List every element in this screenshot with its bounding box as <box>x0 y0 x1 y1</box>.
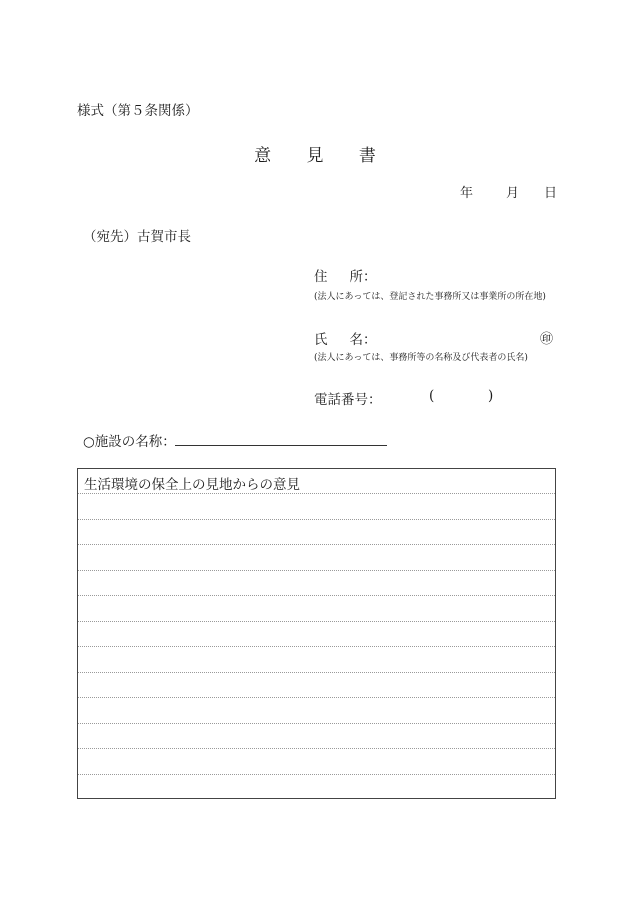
phone-paren-close: ) <box>488 388 494 404</box>
opinion-header: 生活環境の保全上の見地からの意見 <box>84 477 300 493</box>
address-note: (法人にあっては、登記された事務所又は事業所の所在地) <box>314 292 546 302</box>
name-label-b: 名： <box>349 332 377 348</box>
facility-name-label: ○施設の名称： <box>83 434 176 450</box>
opinion-writing-line <box>78 544 555 545</box>
address-label-a: 住 <box>314 269 328 285</box>
form-number-label: 様式（第５条関係） <box>77 103 199 119</box>
opinion-writing-line <box>78 646 555 647</box>
title-char-2: 見 <box>306 146 324 166</box>
date-month-label: 月 <box>506 186 520 201</box>
date-day-label: 日 <box>544 186 558 201</box>
opinion-box[interactable] <box>77 468 556 799</box>
opinion-writing-line <box>78 723 555 724</box>
opinion-writing-line <box>78 748 555 749</box>
name-label-a: 氏 <box>314 332 328 348</box>
name-label <box>314 328 377 348</box>
opinion-writing-line <box>78 493 555 494</box>
opinion-writing-line <box>78 774 555 775</box>
addressee: （宛先）古賀市長 <box>83 229 191 245</box>
opinion-writing-line <box>78 697 555 698</box>
opinion-writing-line <box>78 621 555 622</box>
title-char-3: 書 <box>358 146 376 166</box>
document-title <box>0 141 630 166</box>
opinion-writing-line <box>78 672 555 673</box>
address-label <box>314 265 377 285</box>
opinion-writing-line <box>78 519 555 520</box>
facility-name-field-line[interactable] <box>175 445 387 446</box>
phone-label: 電話番号： <box>314 392 382 408</box>
seal-mark: ㊞ <box>540 332 554 347</box>
opinion-writing-line <box>78 570 555 571</box>
date-year-label: 年 <box>460 186 474 201</box>
opinion-writing-line <box>78 595 555 596</box>
title-char-1: 意 <box>254 146 272 166</box>
name-note: (法人にあっては、事務所等の名称及び代表者の氏名) <box>314 353 528 363</box>
address-label-b: 所： <box>349 269 377 285</box>
phone-paren-open: ( <box>429 388 435 404</box>
